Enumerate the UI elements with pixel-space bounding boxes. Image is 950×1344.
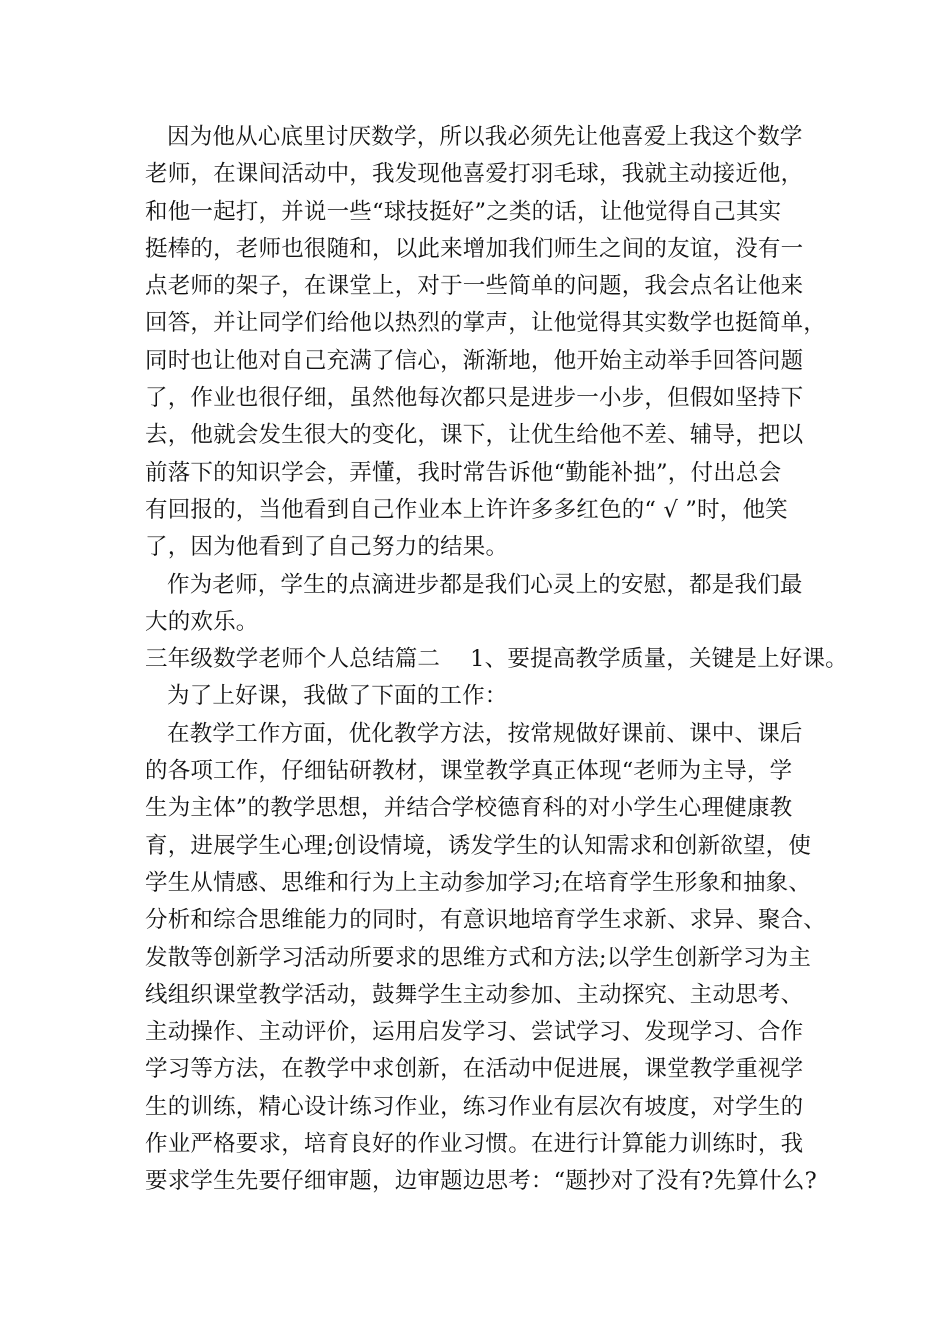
- text-line: 生的训练，精心设计练习作业，练习作业有层次有坡度，对学生的: [145, 1093, 804, 1120]
- text-line: 线组织课堂教学活动，鼓舞学生主动参加、主动探究、主动思考、: [145, 981, 804, 1008]
- text-line: 挺棒的，老师也很随和，以此来增加我们师生之间的友谊，没有一: [145, 235, 804, 262]
- text-line: 了，因为他看到了自己努力的结果。: [145, 534, 509, 561]
- text-line: 老师，在课间活动中，我发现他喜爱打羽毛球，我就主动接近他，: [145, 161, 804, 188]
- text-line: 作业严格要求，培育良好的作业习惯。在进行计算能力训练时，我: [145, 1131, 804, 1158]
- body-text: [145, 119, 848, 1201]
- text-line: 因为他从心底里讨厌数学，所以我必须先让他喜爱上我这个数学: [167, 124, 803, 150]
- text-line: 前落下的知识学会，弄懂，我时常告诉他“勤能补拙”，付出总会: [145, 459, 782, 486]
- text-line: 和他一起打，并说一些“球技挺好”之类的话，让他觉得自己其实: [145, 198, 782, 225]
- text-line: 在教学工作方面，优化教学方法，按常规做好课前、课中、课后: [167, 720, 803, 747]
- text-line: 要求学生先要仔细审题，边审题边思考：“题抄对了没有?先算什么?: [145, 1168, 817, 1195]
- section-heading-line: 三年级数学老师个人总结篇二 1、要提高教学质量，关键是上好课。: [145, 646, 848, 673]
- text-line: 了，作业也很仔细，虽然他每次都只是进步一小步，但假如坚持下: [145, 385, 804, 412]
- text-line: 生为主体”的教学思想，并结合学校德育科的对小学生心理健康教: [145, 795, 793, 822]
- text-line: 同时也让他对自己充满了信心，渐渐地，他开始主动举手回答问题: [145, 347, 804, 374]
- text-line: 作为老师，学生的点滴进步都是我们心灵上的安慰，都是我们最: [167, 571, 803, 598]
- text-line: 去，他就会发生很大的变化，课下，让优生给他不差、辅导，把以: [145, 422, 804, 449]
- text-line: 点老师的架子，在课堂上，对于一些简单的问题，我会点名让他来: [145, 273, 804, 300]
- text-line: 有回报的，当他看到自己作业本上许许多多红色的“ √ ”时，他笑: [145, 496, 788, 523]
- text-line: 育，进展学生心理;创设情境，诱发学生的认知需求和创新欲望，使: [145, 832, 812, 859]
- text-line: 的各项工作，仔细钻研教材，课堂教学真正体现“老师为主导，学: [145, 758, 793, 785]
- text-line: 主动操作、主动评价，运用启发学习、尝试学习、发现学习、合作: [145, 1019, 804, 1046]
- text-line: 回答，并让同学们给他以热烈的掌声，让他觉得其实数学也挺简单，: [145, 310, 827, 337]
- text-line: 发散等创新学习活动所要求的思维方式和方法;以学生创新学习为主: [145, 944, 812, 971]
- text-line: 大的欢乐。: [145, 608, 259, 635]
- text-line: 分析和综合思维能力的同时，有意识地培育学生求新、求异、聚合、: [145, 907, 827, 934]
- text-line: 为了上好课，我做了下面的工作：: [167, 683, 508, 710]
- text-line: 学习等方法，在教学中求创新，在活动中促进展，课堂教学重视学: [145, 1056, 804, 1083]
- text-line: 学生从情感、思维和行为上主动参加学习;在培育学生形象和抽象、: [145, 869, 812, 896]
